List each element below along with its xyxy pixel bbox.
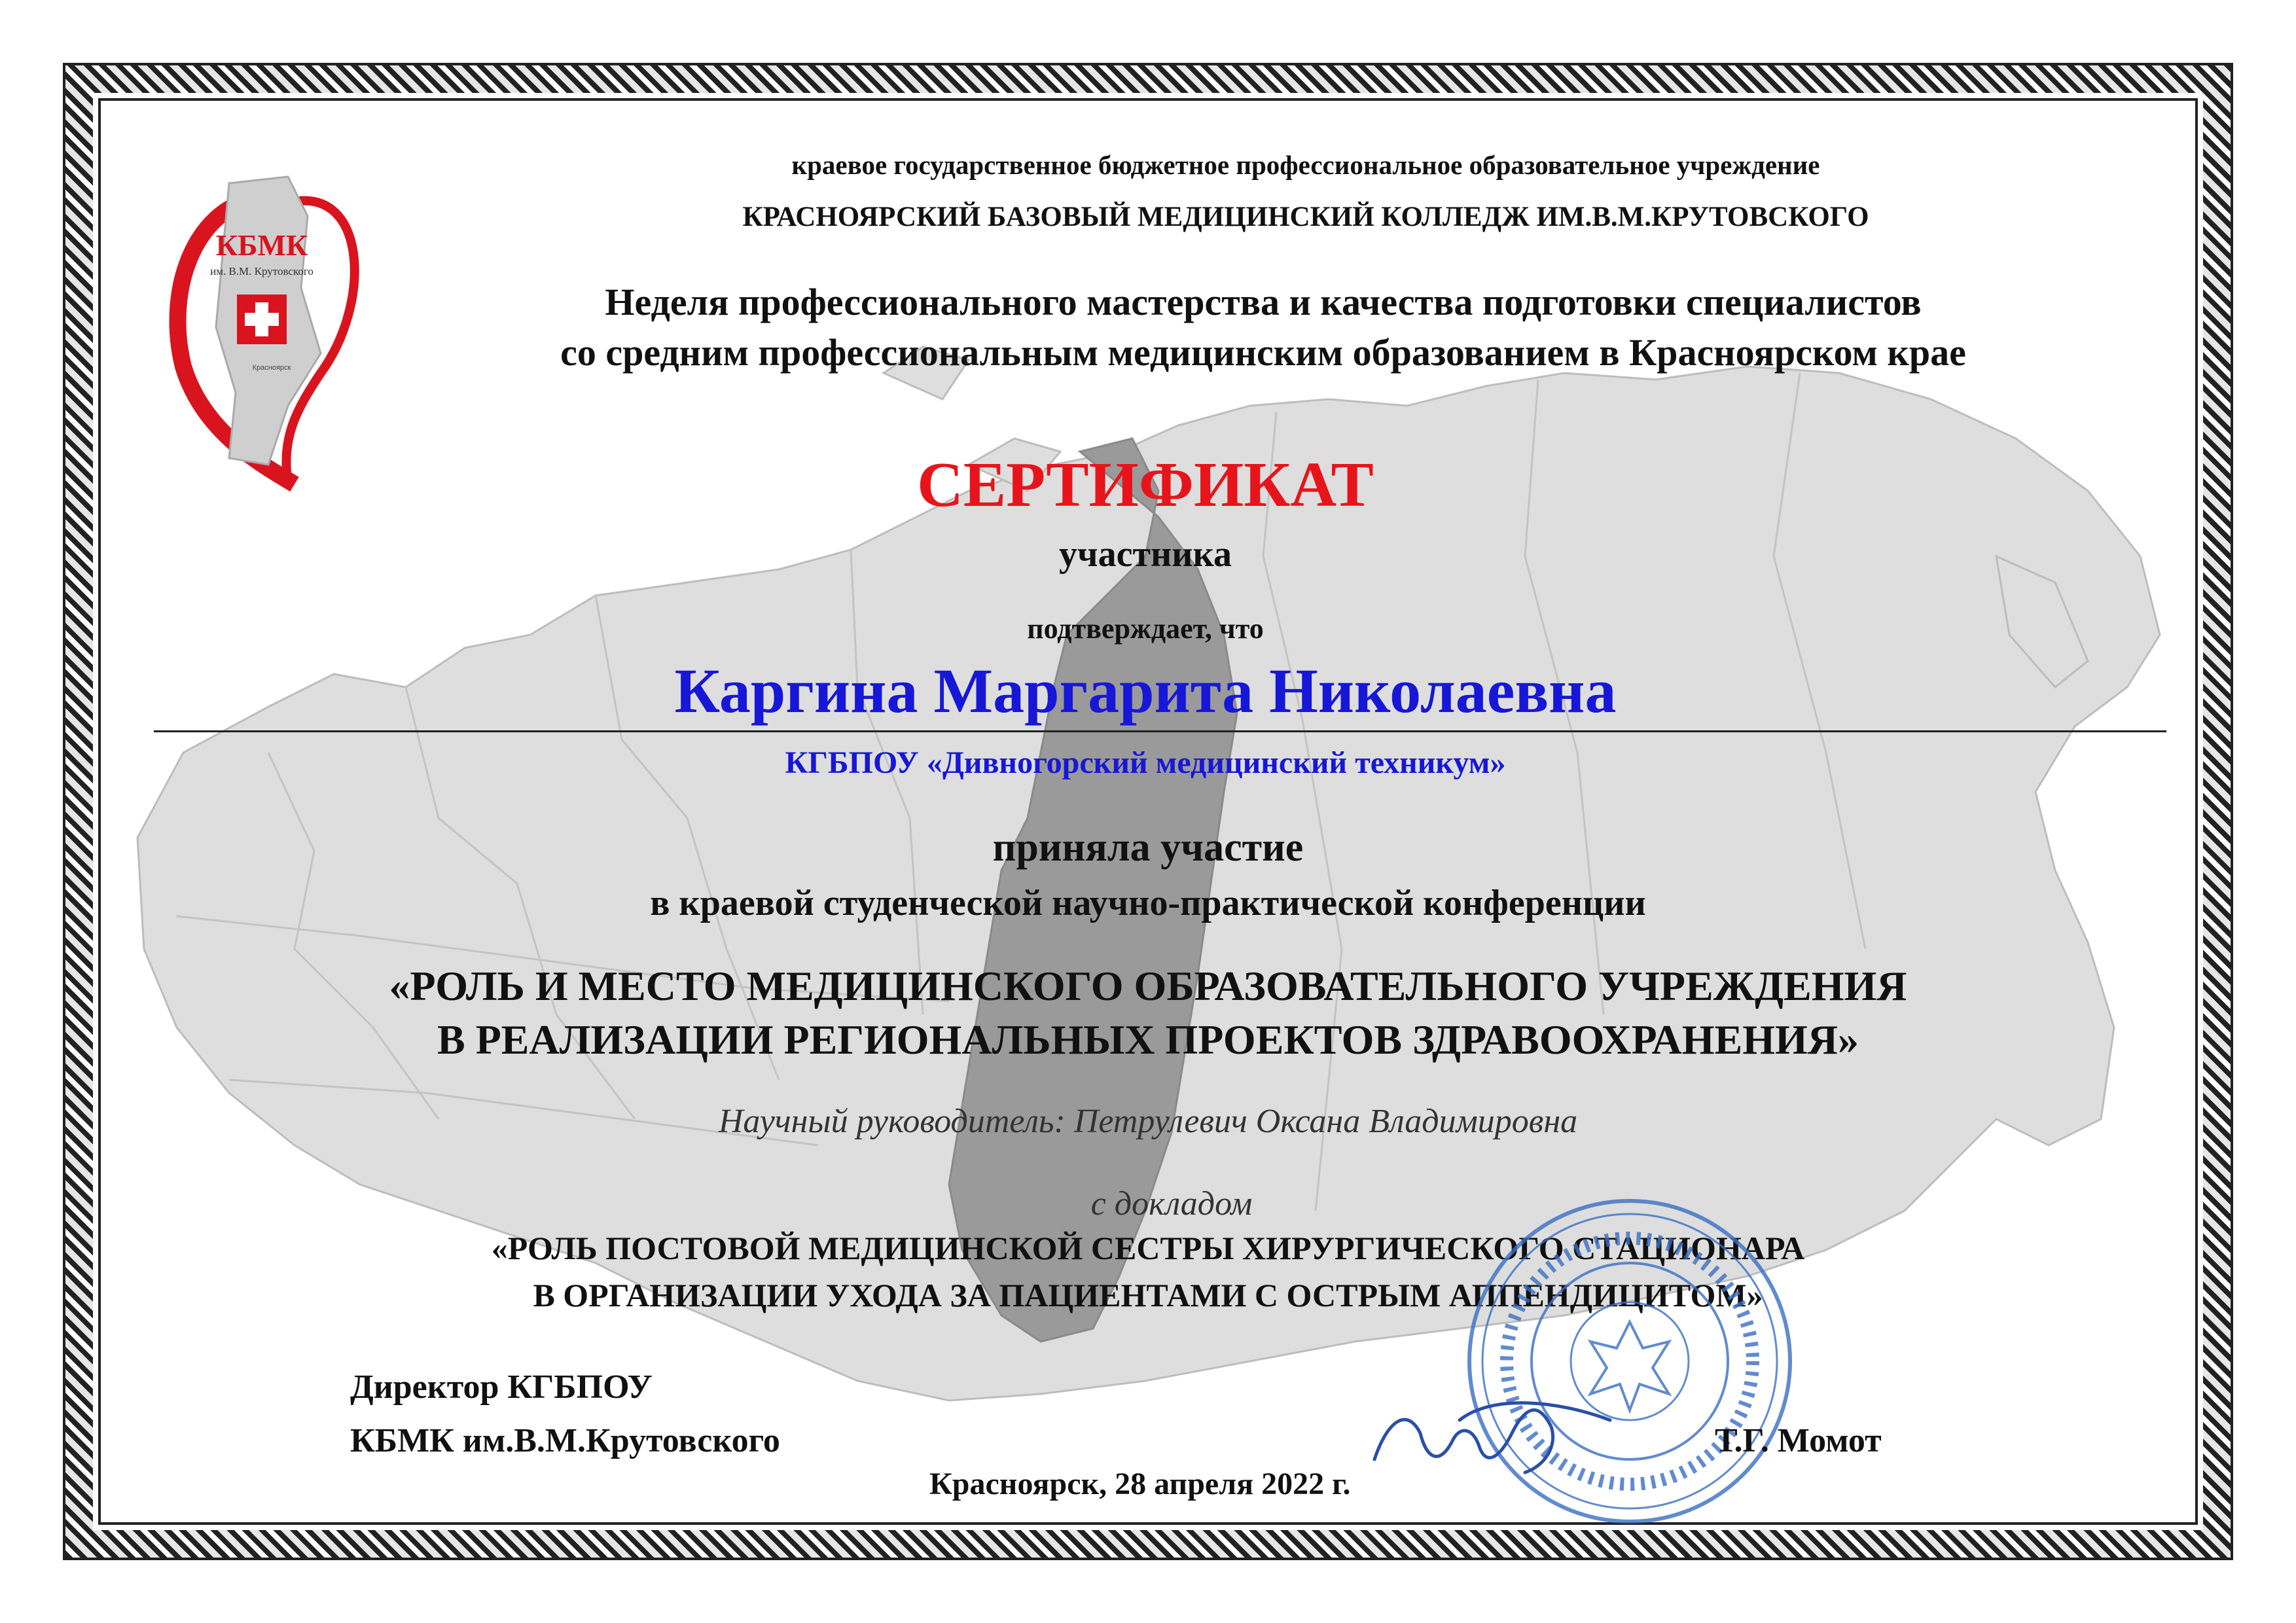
logo-city: Красноярск: [252, 364, 291, 372]
event-week-line2: со средним профессиональным медицинским образованием в Красноярском крае: [560, 331, 1966, 374]
confirms-text: подтверждает, что: [1027, 613, 1264, 645]
report-title-line1: «РОЛЬ ПОСТОВОЙ МЕДИЦИНСКОЙ СЕСТРЫ ХИРУРГИЧЕСКОГО СТАЦИОНАРА: [491, 1230, 1805, 1266]
certificate-title: СЕРТИФИКАТ: [917, 450, 1374, 520]
conference-topic-line2: В РЕАЛИЗАЦИИ РЕГИОНАЛЬНЫХ ПРОЕКТОВ ЗДРАВООХРАНЕНИЯ»: [437, 1016, 1859, 1063]
conference-topic-line1: «РОЛЬ И МЕСТО МЕДИЦИНСКОГО ОБРАЗОВАТЕЛЬНОГО УЧРЕЖДЕНИЯ: [389, 963, 1907, 1009]
with-report-text: с докладом: [1090, 1185, 1253, 1222]
event-week-line1: Неделя профессионального мастерства и качества подготовки специалистов: [605, 281, 1922, 323]
participant-name: Каргина Маргарита Николаевна: [674, 656, 1617, 726]
name-underline: [154, 730, 2166, 732]
director-signature: [1361, 1381, 1623, 1492]
org-type-line: краевое государственное бюджетное профессиональное образовательное учреждение: [791, 150, 1820, 180]
signatory-name: Т.Г. Момот: [1715, 1422, 1882, 1459]
director-title-line1: Директор КГБПОУ: [350, 1368, 653, 1406]
logo-subtitle: им. В.М. Крутовского: [210, 265, 314, 277]
took-part-text: приняла участие: [992, 825, 1304, 870]
certificate-subtitle: участника: [1059, 534, 1232, 575]
logo-title: КБМК: [215, 228, 308, 262]
college-logo: [157, 157, 373, 497]
participant-institution: КГБПОУ «Дивногорский медицинский техникум»: [785, 745, 1506, 780]
place-and-date: Красноярск, 28 апреля 2022 г.: [929, 1467, 1351, 1501]
director-title-line2: КБМК им.В.М.Крутовского: [350, 1422, 780, 1459]
org-name-line: КРАСНОЯРСКИЙ БАЗОВЫЙ МЕДИЦИНСКИЙ КОЛЛЕДЖ ИМ.В.М.КРУТОВСКОГО: [742, 202, 1869, 232]
conference-description: в краевой студенческой научно-практической конференции: [650, 883, 1646, 923]
report-title-line2: В ОРГАНИЗАЦИИ УХОДА ЗА ПАЦИЕНТАМИ С ОСТРЫМ АППЕНДИЦИТОМ»: [533, 1277, 1763, 1313]
scientific-supervisor: Научный руководитель: Петрулевич Оксана Владимировна: [718, 1103, 1578, 1140]
